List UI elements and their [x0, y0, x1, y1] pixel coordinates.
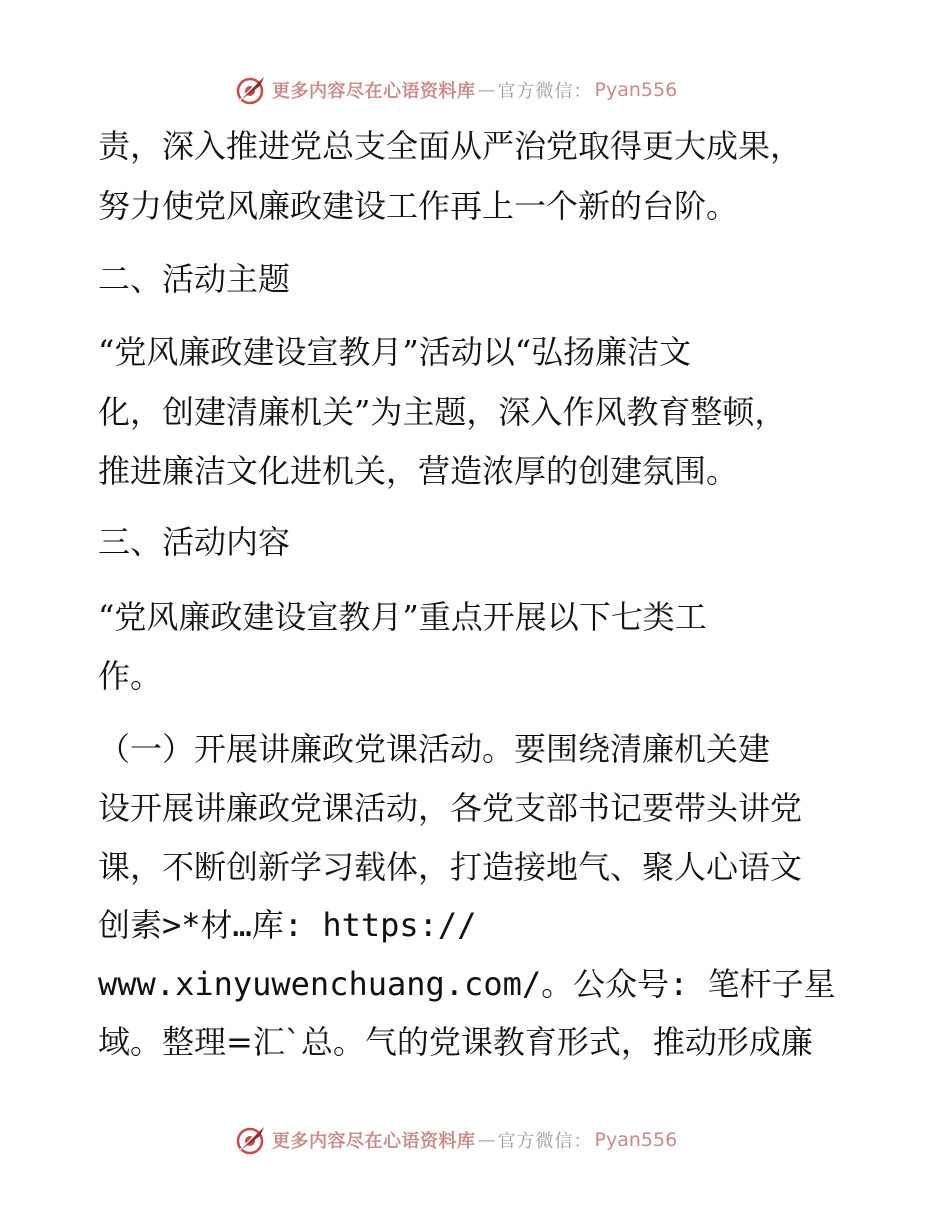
footer-watermark-banner	[234, 1122, 677, 1158]
banner-main-text: 更多内容尽在心语资料库	[272, 1131, 476, 1152]
paragraph-line: 课，不断创新学习载体，打造接地气、聚人心语文	[98, 848, 803, 886]
quill-seal-logo	[234, 74, 266, 106]
paragraph-line: www.xinyuwenchuang.com/。公众号: 笔杆子星	[98, 965, 836, 1003]
banner-main-text: 更多内容尽在心语资料库	[272, 81, 476, 102]
paragraph-line: （一）开展讲廉政党课活动。要围绕清廉机关建	[98, 730, 771, 768]
paragraph-line: 推进廉洁文化进机关，营造浓厚的创建氛围。	[98, 452, 739, 490]
paragraph-line: 作。	[98, 657, 163, 695]
paragraph-line: “党风廉政建设宣教月”重点开展以下七类工	[98, 598, 707, 636]
paragraph-line: 努力使党风廉政建设工作再上一个新的台阶。	[98, 187, 739, 225]
banner-wechat-label: 官方微信：	[497, 1131, 593, 1152]
banner-separator: —	[477, 1129, 496, 1151]
paragraph-line: 域。整理=汇`总。气的党课教育形式，推动形成廉	[98, 1023, 813, 1061]
quill-seal-logo	[234, 1124, 266, 1156]
header-watermark-banner	[234, 72, 677, 108]
paragraph-line: 责，深入推进党总支全面从严治党取得更大成果，	[98, 127, 803, 165]
section-heading: 三、活动内容	[98, 523, 291, 561]
paragraph-line: 化，创建清廉机关”为主题，深入作风教育整顿，	[98, 393, 787, 431]
banner-wechat-label: 官方微信：	[497, 81, 593, 102]
paragraph-line: 创素>*材…库: https://	[98, 906, 477, 944]
paragraph-line: “党风廉政建设宣教月”活动以“弘扬廉洁文	[98, 333, 692, 371]
section-heading: 二、活动主题	[98, 260, 291, 298]
banner-wechat-id: Pyan556	[594, 79, 678, 101]
paragraph-line: 设开展讲廉政党课活动，各党支部书记要带头讲党	[98, 789, 803, 827]
banner-separator: —	[477, 79, 496, 101]
banner-wechat-id: Pyan556	[594, 1129, 678, 1151]
